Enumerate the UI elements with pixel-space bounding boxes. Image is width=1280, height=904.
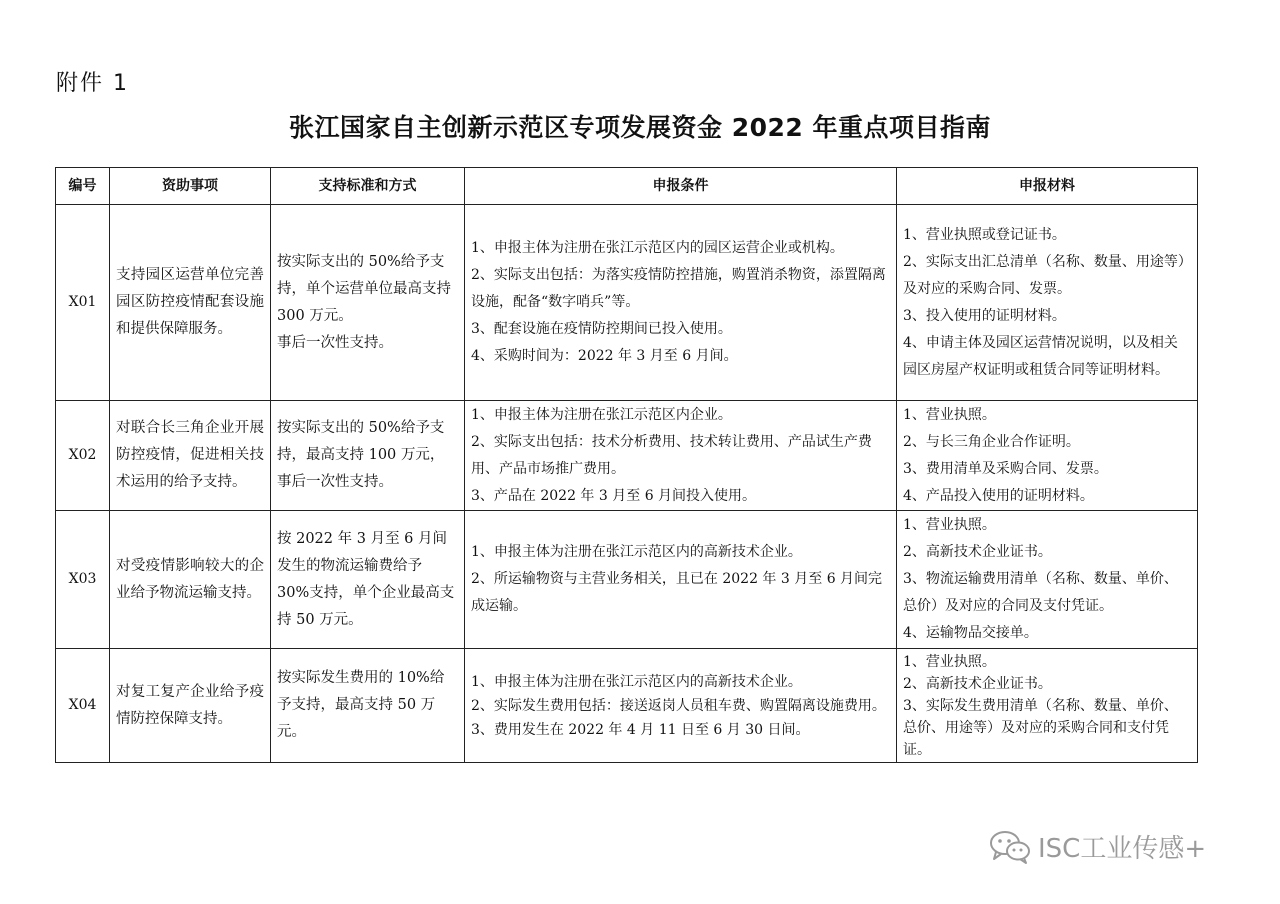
wechat-icon bbox=[988, 829, 1032, 865]
standard-line: 事后一次性支持。 bbox=[277, 334, 393, 351]
material-line: 1、营业执照。 bbox=[903, 517, 996, 533]
row-item: 对复工复产企业给予疫情防控保障支持。 bbox=[110, 649, 271, 763]
material-line: 3、费用清单及采购合同、发票。 bbox=[903, 460, 1108, 477]
material-line: 1、营业执照或登记证书。 bbox=[903, 226, 1066, 243]
standard-line: 按 2022 年 3 月至 6 月间发生的物流运输费给予 30%支持，单个企业最高支持 50 万元。 bbox=[277, 530, 455, 628]
project-guide-table bbox=[55, 167, 1198, 763]
table-row bbox=[56, 511, 1198, 649]
material-line: 2、实际支出汇总清单（名称、数量、用途等）及对应的采购合同、发票。 bbox=[903, 253, 1185, 297]
condition-line: 2、实际发生费用包括：接送返岗人员租车费、购置隔离设施费用。 bbox=[471, 697, 886, 714]
row-materials bbox=[897, 511, 1198, 649]
table-row bbox=[56, 649, 1198, 763]
condition-line: 1、申报主体为注册在张江示范区内的园区运营企业或机构。 bbox=[471, 240, 844, 256]
row-materials bbox=[897, 649, 1198, 763]
material-line: 2、高新技术企业证书。 bbox=[903, 675, 1052, 692]
condition-line: 3、产品在 2022 年 3 月至 6 月间投入使用。 bbox=[471, 487, 757, 504]
row-item: 对受疫情影响较大的企业给予物流运输支持。 bbox=[110, 511, 271, 649]
row-code: X03 bbox=[56, 511, 110, 649]
table-header-row bbox=[56, 168, 1198, 205]
header-item: 资助事项 bbox=[110, 168, 271, 205]
material-line: 4、运输物品交接单。 bbox=[903, 625, 1038, 641]
row-item: 对联合长三角企业开展防控疫情，促进相关技术运用的给予支持。 bbox=[110, 401, 271, 511]
condition-line: 3、费用发生在 2022 年 4 月 11 日至 6 月 30 日间。 bbox=[471, 721, 810, 738]
row-materials bbox=[897, 401, 1198, 511]
material-line: 4、申请主体及园区运营情况说明，以及相关园区房屋产权证明或租赁合同等证明材料。 bbox=[903, 334, 1178, 378]
condition-line: 2、所运输物资与主营业务相关，且已在 2022 年 3 月至 6 月间完成运输。 bbox=[471, 571, 883, 614]
row-standard bbox=[271, 649, 465, 763]
material-line: 1、营业执照。 bbox=[903, 406, 996, 423]
row-item: 支持园区运营单位完善园区防控疫情配套设施和提供保障服务。 bbox=[110, 205, 271, 401]
row-standard bbox=[271, 511, 465, 649]
standard-line: 按实际发生费用的 10%给予支持，最高支持 50 万元。 bbox=[277, 670, 445, 740]
material-line: 3、实际发生费用清单（名称、数量、单价、总价、用途等）及对应的采购合同和支付凭证。 bbox=[903, 697, 1178, 758]
material-line: 4、产品投入使用的证明材料。 bbox=[903, 487, 1094, 504]
table-row bbox=[56, 401, 1198, 511]
material-line: 3、物流运输费用清单（名称、数量、单价、总价）及对应的合同及支付凭证。 bbox=[903, 571, 1178, 614]
row-conditions bbox=[465, 401, 897, 511]
condition-line: 3、配套设施在疫情防控期间已投入使用。 bbox=[471, 321, 732, 337]
condition-line: 2、实际支出包括：为落实疫情防控措施，购置消杀物资，添置隔离设施，配备“数字哨兵”等。 bbox=[471, 267, 886, 310]
condition-line: 2、实际支出包括：技术分析费用、技术转让费用、产品试生产费用、产品市场推广费用。 bbox=[471, 433, 872, 477]
table-row bbox=[56, 205, 1198, 401]
row-code: X01 bbox=[56, 205, 110, 401]
row-conditions bbox=[465, 511, 897, 649]
row-conditions bbox=[465, 649, 897, 763]
document-title: 张江国家自主创新示范区专项发展资金 2022 年重点项目指南 bbox=[289, 113, 991, 142]
condition-line: 4、采购时间为：2022 年 3 月至 6 月间。 bbox=[471, 348, 738, 364]
row-standard bbox=[271, 401, 465, 511]
standard-line: 按实际支出的 50%给予支持，最高支持 100 万元，事后一次性支持。 bbox=[277, 420, 445, 490]
condition-line: 1、申报主体为注册在张江示范区内的高新技术企业。 bbox=[471, 544, 802, 560]
watermark-text: ISC工业传感+ bbox=[1038, 834, 1207, 864]
row-standard bbox=[271, 205, 465, 401]
condition-line: 1、申报主体为注册在张江示范区内的高新技术企业。 bbox=[471, 673, 802, 690]
header-standard: 支持标准和方式 bbox=[271, 168, 465, 205]
row-conditions bbox=[465, 205, 897, 401]
row-code: X04 bbox=[56, 649, 110, 763]
material-line: 2、与长三角企业合作证明。 bbox=[903, 433, 1080, 450]
material-line: 2、高新技术企业证书。 bbox=[903, 544, 1052, 560]
watermark bbox=[988, 828, 1206, 865]
header-conditions: 申报条件 bbox=[465, 168, 897, 205]
row-materials bbox=[897, 205, 1198, 401]
row-code: X02 bbox=[56, 401, 110, 511]
material-line: 3、投入使用的证明材料。 bbox=[903, 307, 1066, 324]
header-code: 编号 bbox=[56, 168, 110, 205]
attachment-label: 附件 1 bbox=[56, 71, 129, 96]
material-line: 1、营业执照。 bbox=[903, 653, 996, 670]
standard-line: 按实际支出的 50%给予支持，单个运营单位最高支持 300 万元。 bbox=[277, 253, 451, 324]
header-materials: 申报材料 bbox=[897, 168, 1198, 205]
condition-line: 1、申报主体为注册在张江示范区内企业。 bbox=[471, 406, 732, 423]
